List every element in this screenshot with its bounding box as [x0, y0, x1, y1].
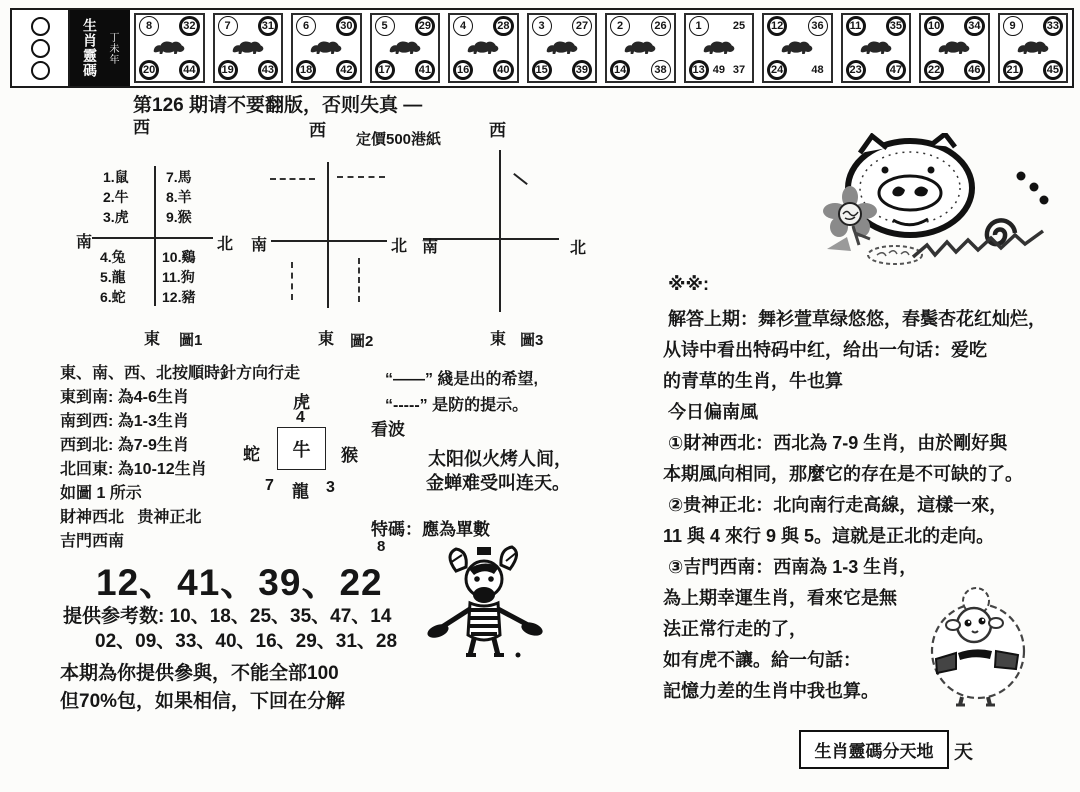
zodiac-number-box [213, 13, 284, 83]
ball-number: 1 [689, 16, 709, 36]
zodiac-number-banner [10, 8, 1074, 88]
compass1-horizontal-axis [92, 237, 213, 239]
compass3-vertical-axis [499, 150, 501, 312]
commentary-line: ①財神西北：西北為 7-9 生肖，由於剛好與 [663, 433, 1008, 453]
zodiac-entry: 11.狗 [162, 269, 195, 285]
ball-number: 20 [139, 60, 159, 80]
ball-number: 24 [767, 60, 787, 80]
ox-diagram-below-number: 8 [377, 538, 386, 555]
ball-number: 42 [336, 60, 356, 80]
commentary-line: 記憶力差的生肖中我也算。 [663, 681, 879, 701]
ball-number: 45 [1043, 60, 1063, 80]
rule-line: 北回東: 為10-12生肖 [60, 461, 207, 478]
ball-number: 17 [375, 60, 395, 80]
zodiac-number-box [370, 13, 441, 83]
zodiac-entry: 5.龍 [100, 269, 126, 285]
ox-diagram-bottom-right-number: 3 [326, 479, 335, 496]
rule-line: 吉門西南 [60, 533, 125, 550]
commentary-line: 今日偏南風 [663, 402, 759, 422]
commentary-line: 解答上期：舞衫萱草绿悠悠，春鬓杏花红灿烂， [663, 309, 1046, 329]
ball-number: 43 [258, 60, 278, 80]
dog-silhouette-icon [937, 38, 971, 58]
zodiac-list-q2 [166, 167, 192, 227]
ball-number: 30 [336, 16, 356, 36]
number-row [765, 16, 830, 36]
reference-numbers-line2: 02、09、33、40、16、29、31、28 [95, 631, 398, 652]
ball-number: 33 [1043, 16, 1063, 36]
figure2-label: 圖2 [350, 333, 374, 350]
snake-silhouette-icon [545, 38, 579, 58]
ball-number: 46 [964, 60, 984, 80]
rat-silhouette-icon [152, 38, 186, 58]
ball-number: 38 [651, 60, 671, 80]
reference-numbers-line1: 提供参考数: 10、18、25、35、47、14 [63, 606, 392, 627]
ball-number: 16 [453, 60, 473, 80]
rabbit-silhouette-icon [388, 38, 422, 58]
zodiac-entry: 8.羊 [166, 189, 192, 205]
zodiac-entry: 1.鼠 [103, 169, 129, 185]
zodiac-number-box [841, 13, 912, 83]
ball-number: 36 [808, 16, 828, 36]
zodiac-number-box [684, 13, 755, 83]
number-row [137, 16, 202, 36]
zodiac-entry: 4.兔 [100, 249, 126, 265]
compass3-east-label: 東 [490, 331, 507, 348]
commentary-line: 為上期幸運生肖，看來它是無 [663, 588, 897, 608]
tiger-silhouette-icon [309, 38, 343, 58]
ball-number: 29 [415, 16, 435, 36]
number-row [216, 16, 281, 36]
number-row [137, 60, 202, 80]
ox-diagram-center: 牛 [292, 439, 311, 460]
footer-slogan-box [799, 730, 949, 769]
ball-number: 9 [1003, 16, 1023, 36]
zodiac-entry: 7.馬 [166, 169, 192, 185]
commentary-line: 本期風向相同，那麼它的存在是不可缺的了。 [663, 464, 1023, 484]
rule-line: 東到南: 為4-6生肖 [60, 389, 189, 406]
compass2-south-label: 南 [251, 237, 268, 254]
dash-line-hint: “-----” 是防的提示。 [385, 397, 529, 414]
rooster-silhouette-icon [859, 38, 893, 58]
ball-number: 37 [732, 64, 746, 76]
pig-silhouette-icon [1016, 38, 1050, 58]
number-row [216, 60, 281, 80]
monkey-silhouette-icon [780, 38, 814, 58]
number-row [844, 60, 909, 80]
figure1-label: 圖1 [179, 332, 203, 349]
ball-number: 25 [732, 20, 746, 32]
zodiac-list-q4 [162, 247, 195, 307]
zodiac-entry: 2.牛 [103, 189, 129, 205]
ball-number: 44 [179, 60, 199, 80]
number-row [294, 60, 359, 80]
number-row [451, 16, 516, 36]
zodiac-number-box [291, 13, 362, 83]
zodiac-number-box [762, 13, 833, 83]
ox-diagram-top-number: 4 [296, 409, 305, 426]
ball-number: 47 [886, 60, 906, 80]
compass1-west-label: 西 [133, 118, 150, 137]
number-row [687, 60, 752, 80]
number-row [608, 60, 673, 80]
ox-silhouette-icon [231, 38, 265, 58]
compass2-east-label: 東 [318, 331, 335, 348]
commentary-line: ③吉門西南：西南為 1-3 生肖， [663, 557, 918, 577]
rule-line: 如圖 1 所示 [60, 485, 142, 502]
commentary-line: ②贵神正北：北向南行走高線，這樣一來， [663, 495, 1008, 515]
zodiac-boxes-strip [130, 10, 1072, 86]
zebra-cartoon [426, 543, 551, 661]
zodiac-entry: 10.鷄 [162, 249, 196, 265]
zodiac-number-box [919, 13, 990, 83]
ball-number: 27 [572, 16, 592, 36]
compass1-vertical-axis [154, 166, 156, 306]
ball-number: 21 [1003, 60, 1023, 80]
note-line-1: 本期為你提供參與，不能全部100 [60, 663, 339, 684]
number-row [451, 60, 516, 80]
number-row [530, 60, 595, 80]
banner-year: 丁未年 [107, 31, 118, 65]
footer-slogan: 生肖靈碼分天地 [814, 742, 934, 761]
circle-icon [31, 17, 50, 36]
compass3-horizontal-axis [423, 238, 559, 240]
number-row [1001, 60, 1066, 80]
ox-diagram-top: 虎 [293, 393, 310, 412]
compass2-west-label: 西 [309, 121, 326, 140]
ox-diagram-bottom-left-number: 7 [265, 477, 274, 494]
ball-number: 19 [218, 60, 238, 80]
zodiac-entry: 9.猴 [166, 209, 192, 225]
zodiac-number-box [605, 13, 676, 83]
commentary-line: ※※: [663, 274, 709, 294]
compass2-vertical-axis [327, 162, 329, 308]
compass2-dash-lower-left [291, 262, 293, 300]
number-row [373, 16, 438, 36]
ball-number: 15 [532, 60, 552, 80]
price-label: 定價500港紙 [356, 131, 442, 148]
compass2-north-label: 北 [391, 238, 408, 255]
watch-wave-label: 看波 [371, 420, 405, 439]
ox-diagram-center-box [277, 427, 326, 470]
ball-number: 3 [532, 16, 552, 36]
zodiac-number-box [998, 13, 1069, 83]
ball-number: 11 [846, 16, 866, 36]
compass1-south-label: 南 [76, 234, 93, 251]
number-row [608, 16, 673, 36]
ox-diagram-left: 蛇 [243, 445, 260, 464]
circle-icon [31, 61, 50, 80]
ball-number: 14 [610, 60, 630, 80]
note-line-2: 但70%包，如果相信，下回在分解 [60, 691, 346, 712]
compass2-dash-lower-right [358, 258, 360, 302]
number-row [765, 60, 830, 80]
ball-number: 4 [453, 16, 473, 36]
commentary-line: 11 與 4 來行 9 與 5。這就是正北的走向。 [663, 526, 995, 546]
zodiac-number-box [527, 13, 598, 83]
ball-number: 40 [493, 60, 513, 80]
commentary-line: 的青草的生肖，牛也算 [663, 371, 843, 391]
rule-line: 南到西: 為1-3生肖 [60, 413, 189, 430]
rule-line: 財神西北 贵神正北 [60, 509, 202, 526]
banner-title-cell [70, 10, 130, 86]
compass3-south-label: 南 [422, 239, 439, 256]
ball-number: 10 [924, 16, 944, 36]
ball-number: 5 [375, 16, 395, 36]
zodiac-list-q3 [100, 247, 126, 307]
ball-number: 49 [712, 64, 725, 76]
ball-number: 8 [139, 16, 159, 36]
number-row [373, 60, 438, 80]
sheep-cartoon [922, 585, 1034, 707]
ball-number: 39 [572, 60, 592, 80]
number-row [530, 16, 595, 36]
ball-number: 12 [767, 16, 787, 36]
ball-number: 18 [296, 60, 316, 80]
number-row [687, 16, 752, 36]
number-row [922, 16, 987, 36]
pig-cartoon [815, 133, 1060, 268]
special-code-hint: 特碼：應為單數 [371, 520, 490, 539]
compass2-horizontal-axis [271, 240, 387, 242]
compass2-dash-upper-left [270, 178, 315, 180]
ball-number: 2 [610, 16, 630, 36]
compass3-tick-mark [513, 173, 528, 185]
logo-circles [12, 10, 70, 86]
compass3-north-label: 北 [570, 240, 587, 257]
compass1-north-label: 北 [217, 236, 234, 253]
ox-diagram-right: 猴 [341, 446, 358, 465]
ball-number: 28 [493, 16, 513, 36]
compass1-east-label: 東 [144, 331, 161, 348]
zodiac-number-box [448, 13, 519, 83]
number-row [1001, 16, 1066, 36]
ball-number: 23 [846, 60, 866, 80]
ball-number: 32 [179, 16, 199, 36]
poem-line-2: 金蝉难受叫连天。 [426, 473, 570, 493]
commentary-line: 法正常行走的了， [663, 619, 807, 639]
ball-number: 22 [924, 60, 944, 80]
ball-number: 13 [689, 60, 709, 80]
ball-number: 35 [886, 16, 906, 36]
goat-silhouette-icon [702, 38, 736, 58]
dragon-silhouette-icon [466, 38, 500, 58]
zodiac-entry: 6.蛇 [100, 289, 126, 305]
horse-silhouette-icon [623, 38, 657, 58]
zodiac-list-q1 [103, 167, 129, 227]
ball-number: 6 [296, 16, 316, 36]
zodiac-number-box [134, 13, 205, 83]
rule-line: 西到北: 為7-9生肖 [60, 437, 189, 454]
ball-number: 7 [218, 16, 238, 36]
ball-number: 41 [415, 60, 435, 80]
ox-diagram-bottom: 龍 [292, 482, 309, 501]
compass3-west-label: 西 [489, 121, 506, 140]
compass2-dash-upper-right [337, 176, 385, 178]
ball-number: 31 [258, 16, 278, 36]
commentary-line: 如有虎不讓。給一句話： [663, 650, 861, 670]
rule-line: 東、南、西、北按順時針方向行走 [60, 365, 301, 382]
number-row [294, 16, 359, 36]
solid-line-hint: “——” 綫是出的希望, [385, 371, 538, 388]
footer-suffix: 天 [954, 742, 974, 763]
ball-number: 34 [964, 16, 984, 36]
number-row [844, 16, 909, 36]
banner-title: 生肖靈碼 [82, 18, 98, 78]
number-row [922, 60, 987, 80]
commentary-line: 从诗中看出特码中红，给出一句话：爱吃 [663, 340, 987, 360]
figure3-label: 圖3 [520, 332, 544, 349]
zodiac-entry: 3.虎 [103, 209, 129, 225]
ball-number: 26 [651, 16, 671, 36]
zodiac-entry: 12.豬 [162, 289, 196, 305]
circle-icon [31, 39, 50, 58]
edition-notice: 第126 期请不要翻版，否则失真 — [133, 95, 423, 116]
poem-line-1: 太阳似火烤人间， [428, 449, 572, 469]
ball-number: 48 [811, 64, 824, 76]
direction-rules [60, 360, 300, 552]
main-numbers: 12、41、39、22 [96, 562, 383, 603]
